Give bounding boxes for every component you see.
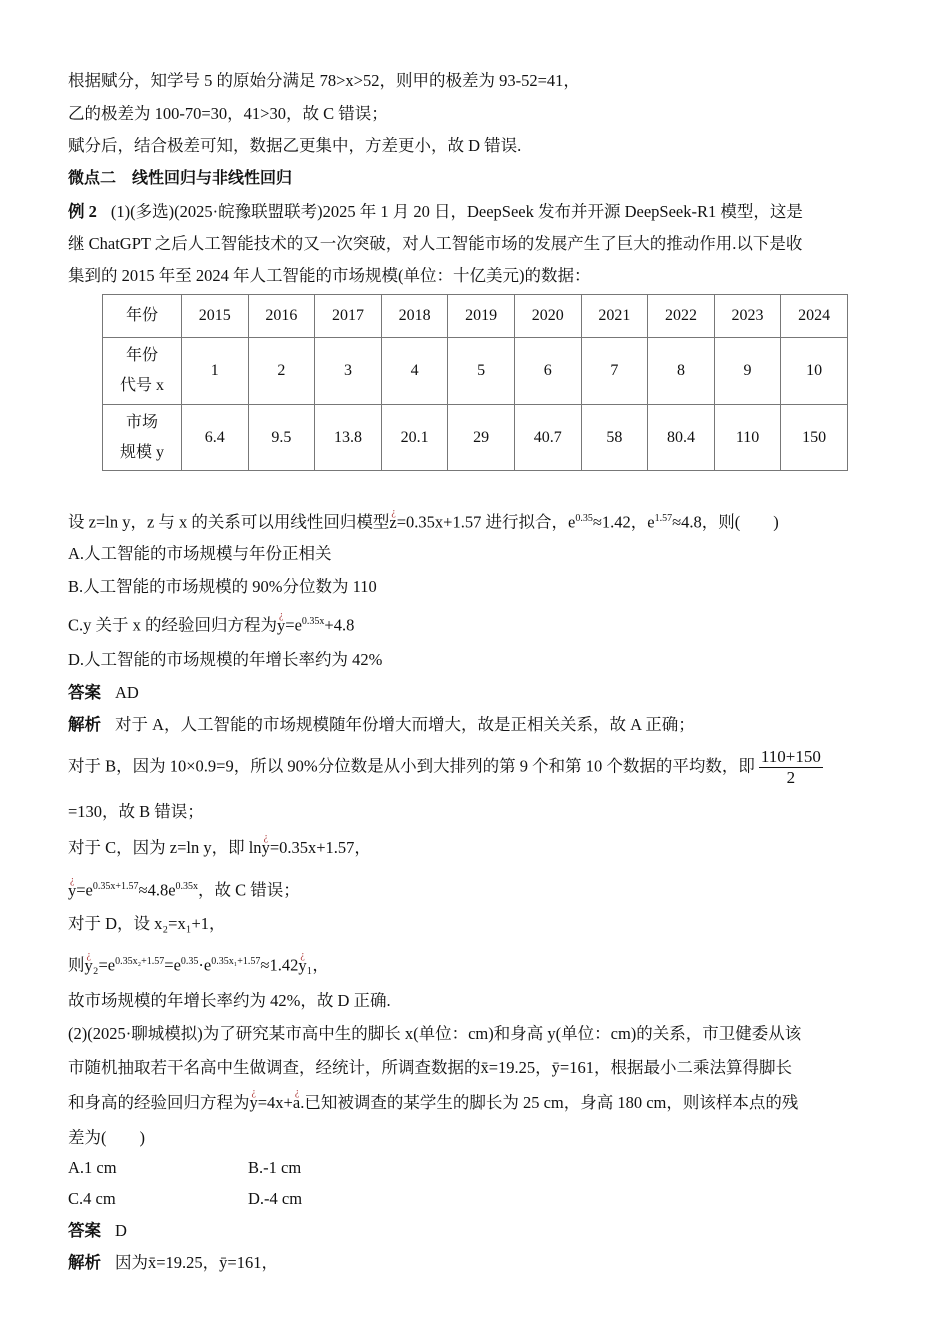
solution-line: 解析 因为x̄=19.25，ȳ=161， [68,1253,278,1272]
table-cell: 2023 [714,295,781,338]
table-cell: 7 [581,338,648,405]
table-cell: 9.5 [248,405,315,471]
table-cell: 2020 [514,295,581,338]
table-header-cell: 市场 规模 y [103,405,182,471]
table-cell: 110 [714,405,781,471]
example-text: (1)(多选)(2025·皖豫联盟联考)2025 年 1 月 20 日，DeepSeek 发布并开源 DeepSeek-R1 模型，这是 [110,202,803,221]
text-line: 乙的极差为 100-70=30，41>30，故 C 错误； [68,104,388,123]
answer-line [68,682,139,704]
table-cell: 10 [781,338,848,405]
solution-line: =130，故 B 错误； [68,802,204,821]
fraction: $\frac{110+150}{2}$ [760,747,821,787]
table-cell: 2015 [182,295,249,338]
table-cell: 2018 [381,295,448,338]
example-line [68,201,803,223]
text-line: 根据赋分，知学号 5 的原始分满足 78>x>52，则甲的极差为 93-52=41， [68,71,580,90]
table-cell: 58 [581,405,648,471]
table-cell: 2017 [315,295,382,338]
text-line: (2)(2025·聊城模拟)为了研究某市高中生的脚长 x(单位：cm)和身高 y(单位：cm)的关系，市卫健委从该 [68,1024,802,1043]
table-cell: 13.8 [315,405,382,471]
option-a: A.1 cm [68,1158,117,1177]
option-d: D.人工智能的市场规模的年增长率约为 42% [68,650,383,669]
table-cell: 40.7 [514,405,581,471]
solution-line: 对于 B，因为 10×0.9=9，所以 90%分位数是从小到大排列的第 9 个和第 10 个数据的平均数，即 $\frac{110+150}{2}$ [68,747,821,787]
answer-line [68,1220,127,1242]
table-cell: 2 [248,338,315,405]
option-c: C.4 cm [68,1189,116,1208]
table-cell: 4 [381,338,448,405]
table-cell: 80.4 [648,405,715,471]
table-cell: 2022 [648,295,715,338]
table-cell: 2019 [448,295,515,338]
table-cell: 150 [781,405,848,471]
solution-line: 则¿ $y_2=e^{0.35x_2+1.57}=e^{0.35}\cdot e^{0.35x_1+1.57}\approx 1.42¿$ y₁， [68,951,329,977]
table-row [103,405,848,471]
table-cell: 1 [182,338,249,405]
text-line: 市随机抽取若干名高中生做调查，经统计，所调查数据的x̄=19.25，ȳ=161，根据最小二乘法算得脚长 [68,1058,792,1077]
table-cell: 29 [448,405,515,471]
option-b: B.人工智能的市场规模的 90%分位数为 110 [68,577,377,596]
table-row [103,338,848,405]
text-line: 继 ChatGPT 之后人工智能技术的又一次突破，对人工智能市场的发展产生了巨大的推动作用.以下是收 [68,234,803,253]
market-size-table [102,294,848,471]
table-cell: 6.4 [182,405,249,471]
table-header-cell: 年份 [103,295,182,338]
option-a: A.人工智能的市场规模与年份正相关 [68,544,332,563]
option-c: C.y 关于 x 的经验回归方程为¿ $y=e^{0.35x}+4.8$ [68,611,354,637]
answer-value: D [115,1221,127,1240]
answer-label: 答案 [68,1221,101,1240]
table-cell: 2024 [781,295,848,338]
text-line: 集到的 2015 年至 2024 年人工智能的市场规模(单位：十亿美元)的数据： [68,266,591,285]
table-cell: 2016 [248,295,315,338]
text-line: 和身高的经验回归方程为¿ y=4x+¿ a.已知被调查的某学生的脚长为 25 cm，身高 180 cm，则该样本点的残 [68,1092,798,1114]
text-line: 赋分后，结合极差可知，数据乙更集中，方差更小，故 D 错误. [68,136,522,155]
table-cell: 20.1 [381,405,448,471]
table-cell: 9 [714,338,781,405]
option-d: D.-4 cm [248,1189,303,1208]
solution-label: 解析 [68,1253,101,1272]
solution-line: ¿ $y=e^{0.35x+1.57}\approx 4.8e^{0.35x}$，故 C 错误； [68,876,300,902]
answer-value: AD [115,683,139,702]
example-label: 例 2 [68,202,97,221]
table-cell: 8 [648,338,715,405]
table-header-cell: 年份 代号 x [103,338,182,405]
model-line: 设 z=ln y，z 与 x 的关系可以用线性回归模型¿ z=0.35x+1.57 进行拟合，$e^{0.35}\approx 1.42$，$e^{1.57}\approx 4.8$，则( ) [68,508,779,534]
table-cell: 3 [315,338,382,405]
table-cell: 6 [514,338,581,405]
solution-line: 解析 对于 A，人工智能的市场规模随年份增大而增大，故是正相关关系，故 A 正确； [68,715,695,734]
y-hat: ¿ y [277,615,285,637]
options-row [68,1188,116,1210]
solution-label: 解析 [68,715,101,734]
section-heading: 微点二 线性回归与非线性回归 [68,168,293,187]
table-cell: 2021 [581,295,648,338]
solution-line: 对于 C，因为 z=ln y，即 ln¿ y=0.35x+1.57， [68,837,371,859]
text-line: 差为( ) [68,1128,145,1147]
z-hat: ¿ z [389,512,396,534]
solution-line: 故市场规模的年增长率约为 42%，故 D 正确. [68,991,391,1010]
table-cell: 5 [448,338,515,405]
table-row [103,295,848,338]
answer-label: 答案 [68,683,101,702]
options-row [68,1157,117,1179]
option-b: B.-1 cm [248,1158,302,1177]
solution-line: 对于 D，设 x₂=x₁+1， [68,914,226,933]
